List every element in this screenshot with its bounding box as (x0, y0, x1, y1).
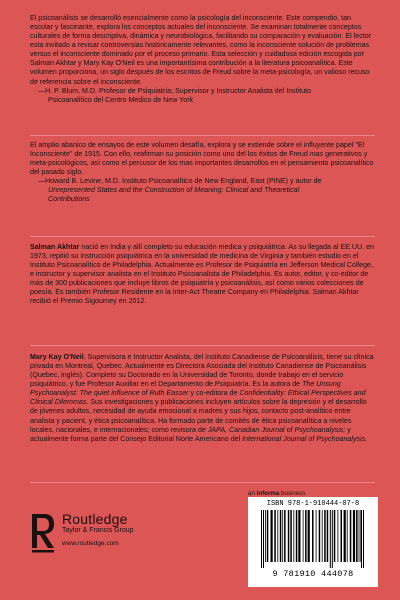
bio-oneil-book-1: The Unsung Psychoanalyst: The quiet influence of Ruth Easser (30, 380, 341, 398)
bio-oneil-text: , Supervisora e Instructor Analista, del Instituto Canadiense de Psicoanálisis, tiene su clínica privada en Montreal, Quebec. Actualmente es Directora Asociada del Instituto Canadiense de Psicoanálisis (Quebec, inglés). Completo su Doctorado en la Universidad de Toronto, donde trabajo en el servicio psiquiátrico, y fue Profesor Auxiliar en el Departamento de Psiquiatría. Es la autora de (30, 353, 374, 389)
endorsement-levine-italic: mas (309, 150, 324, 159)
endorsement-blum-attribution: —H. P. Blum, M.D. Profesor de Psiquiatría; Supervisor y Instructor Analista del Instituto (38, 86, 312, 95)
bio-oneil-text: y actualmente forma parte del Consejo Editorial Norte Americano del (30, 425, 351, 443)
bio-akhtar-text: nació en India y allí completo su educación medica y psiquiátrica. As su llegada al EE.UU. en 1973, repitió su instrucción psiquiátrica en la universidad de medicina de Virginia y también estudio en el Instituto Psicoanalítico de Philadelphia. Actualmente es Profesor de Psiquiatría en Jefferson Medical College, e instructor y supervisor analista en el Instituto Psicoanalista de Philadelphia. Es autor, editor, y co-editor de más de 300 publicaciones que incluye libros de psiquiatría y psicoanálisis, así como varios colecciones de poesía. Es también Profesor Residente en la Inter-Act Theatre Company en Philadelphia. Salman Akhtar recibió el Premio Sigourney en 2012. (30, 243, 374, 306)
informa-imprint (248, 490, 305, 497)
endorsement-blum-attribution-cont: Psicoanalítico del Centro Medico de New York (48, 95, 194, 104)
publisher-subtitle: Taylor & Francis Group (62, 526, 134, 534)
barcode-bars (257, 510, 369, 568)
routledge-r-icon (30, 512, 56, 554)
bio-oneil-journal-ijp: International Journal of Psychoanalysis. (242, 434, 368, 443)
bio-oneil-journals: JAPA, Canadian Journal of Psychoanalysis; (207, 425, 346, 434)
imprint-name: informa (256, 490, 280, 497)
bio-oneil-book-2: Confidentiality: Ethical Perspectives and Clinical Dilemmas. (30, 389, 366, 407)
endorsement-levine-text-a: El amplio abanico de ensayos de este volumen desafía, explora y se extiende sobre el influyente papel "El Inconsciente" de 1915. Con ello, reafirman su posición como uno del los éxitos de Freud (30, 141, 365, 159)
bio-akhtar-name: Salman Akhtar (30, 243, 80, 251)
barcode-number: 9 781910 444078 (272, 569, 354, 579)
bio-akhtar (30, 243, 375, 307)
endorsement-blum-text: El psicoanálisis se desarrolló esencialmente como la psicología del inconsciente. Este compendio, tan escolar y fascinante, explora los conceptos actuales del inconsciente. Se examinan totalmente conceptos culturales de forma descriptiva, dinámica y neurobiológica, facilitando su comparación y evaluación. El lector esta invitado a revisar controversias históricamente relevantes, como la inconsciente solución de problemas versus el inconsciente dominado por el proceso primario. Esta selección y cuidadosa edición escogida por Salman Akhtar y Mary Kay O'Neil es una importantísima contribución a la literatura psicoanalítica. Este volumen proporciona, un siglo después de los escritos de Freud sobre la meta-psicología, un valioso recuso de referencia sobre el inconsciente. (30, 14, 372, 86)
publisher-url: www.routledge.com (62, 540, 119, 548)
divider (30, 236, 375, 237)
isbn-text: ISBN 978-1-910444-07-8 (266, 500, 360, 508)
bio-oneil (30, 353, 375, 444)
bio-oneil-text: y co-editora de (188, 389, 240, 398)
endorsement-levine-book-title-cont: Contributions (48, 195, 90, 204)
publisher-name: Routledge (62, 511, 128, 527)
routledge-logo (30, 512, 134, 554)
imprint-suffix: business (279, 490, 306, 497)
endorsement-levine (30, 141, 375, 205)
divider (30, 135, 375, 136)
divider (30, 482, 375, 483)
isbn-barcode (248, 497, 378, 587)
imprint-prefix: an (248, 490, 257, 497)
bio-oneil-text: Sus investigaciones y publicaciones incluyen artículos sobre la depresión y el desarrollo de jóvenes adultos, necesidad de ayuda emocional a madres y sus hijos, contacto post-analítico entre analista y pacient, y ética psicoanalítica. Ha formado parte de comités de ética psicoanalítica a niveles locales, nacionales, e internacionales; como revisora de (30, 398, 367, 434)
endorsement-levine-book-title: Unrepresented States and the Construction of Meaning: Clinical and Theoretical (48, 186, 300, 195)
endorsement-levine-text-b: generativos y meta-psicológicos, así como el percusor de los mas importantes desarrollos en el pensamiento psicoanalítico del pasado siglo. (30, 150, 374, 177)
endorsement-blum (30, 14, 375, 105)
divider (30, 345, 375, 346)
endorsement-levine-attribution: —Howard B. Levine, M.D. Instituto Psicoanalítico de New England, East (PINE) y autor de (38, 177, 322, 186)
bio-oneil-name: Mary Kay O'Neil (30, 353, 84, 361)
